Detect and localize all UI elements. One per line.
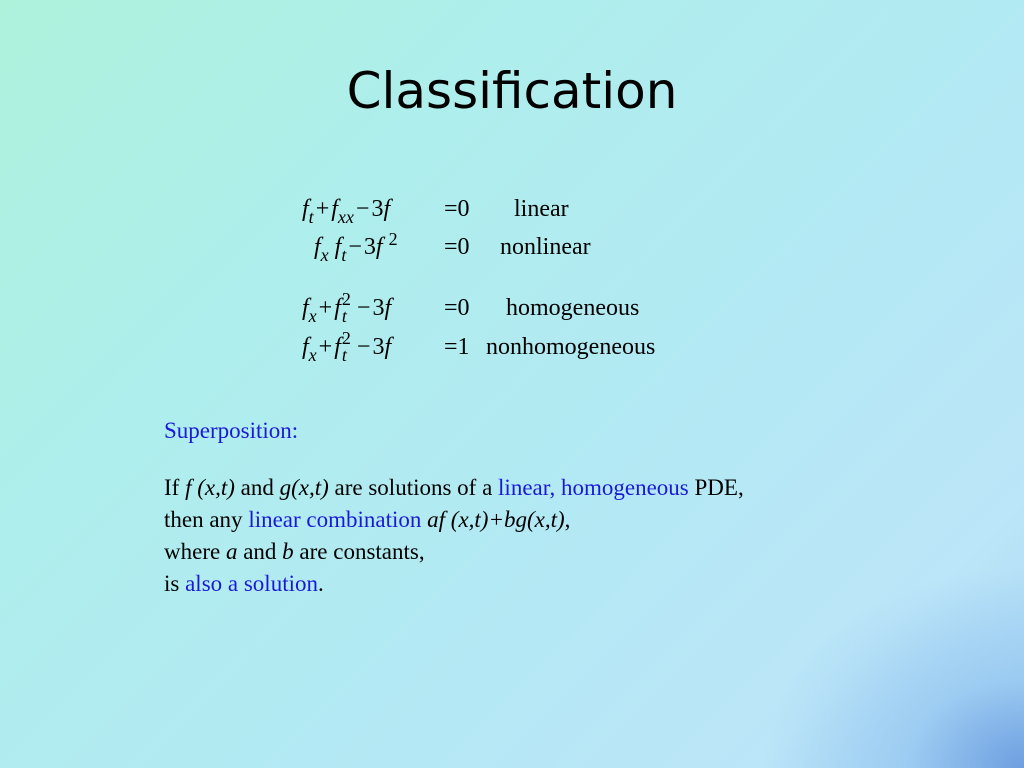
- equation-label: homogeneous: [506, 295, 640, 321]
- equation-label: nonlinear: [500, 234, 591, 260]
- equation-label: nonhomogeneous: [486, 334, 656, 360]
- superposition-paragraph: [164, 472, 744, 600]
- equation-rhs: =0: [444, 196, 470, 222]
- highlight-linear-combination: linear combination: [248, 507, 422, 532]
- text-then-any: then any: [164, 507, 243, 532]
- math-f-of-xt: f (x,t): [185, 475, 235, 500]
- paragraph-line-2: [164, 504, 744, 536]
- text-is: is: [164, 571, 180, 596]
- text-comma: ,: [564, 507, 571, 532]
- slide-title: Classification: [346, 62, 678, 120]
- text-are-constants: are constants,: [299, 539, 425, 564]
- superposition-heading: Superposition:: [164, 418, 299, 443]
- paragraph-line-1: [164, 472, 744, 504]
- equation-rhs: =0: [444, 295, 470, 321]
- text-are-solutions: are solutions of a: [334, 475, 493, 500]
- highlight-also-a-solution: also a solution: [185, 571, 318, 596]
- paragraph-line-4: [164, 568, 744, 600]
- highlight-linear-homogeneous: linear, homogeneous: [498, 475, 689, 500]
- equation-rhs: =1: [444, 334, 470, 360]
- paragraph-line-3: [164, 536, 744, 568]
- text-and: and: [243, 539, 277, 564]
- text-period: .: [317, 571, 324, 596]
- text-and: and: [240, 475, 274, 500]
- math-a: a: [225, 539, 238, 564]
- math-b: b: [282, 539, 294, 564]
- equation-expression: $f_x+f$ 2 t −3f: [302, 328, 392, 365]
- math-g-of-xt: g(x,t): [279, 475, 329, 500]
- text-pde: PDE,: [694, 475, 744, 500]
- text-where: where: [164, 539, 221, 564]
- equation-expression: $f_t+f_{xx}-3f$: [302, 196, 391, 227]
- text-if: If: [164, 475, 180, 500]
- equation-expression: $f_x+f$ 2 t −3f: [302, 289, 392, 326]
- equation-label: linear: [514, 196, 569, 222]
- equation-expression: $f_x$ $f_t-3f$ $^2$: [314, 229, 398, 265]
- math-combination: af (x,t)+bg(x,t): [427, 507, 565, 532]
- equation-rhs: =0: [444, 234, 470, 260]
